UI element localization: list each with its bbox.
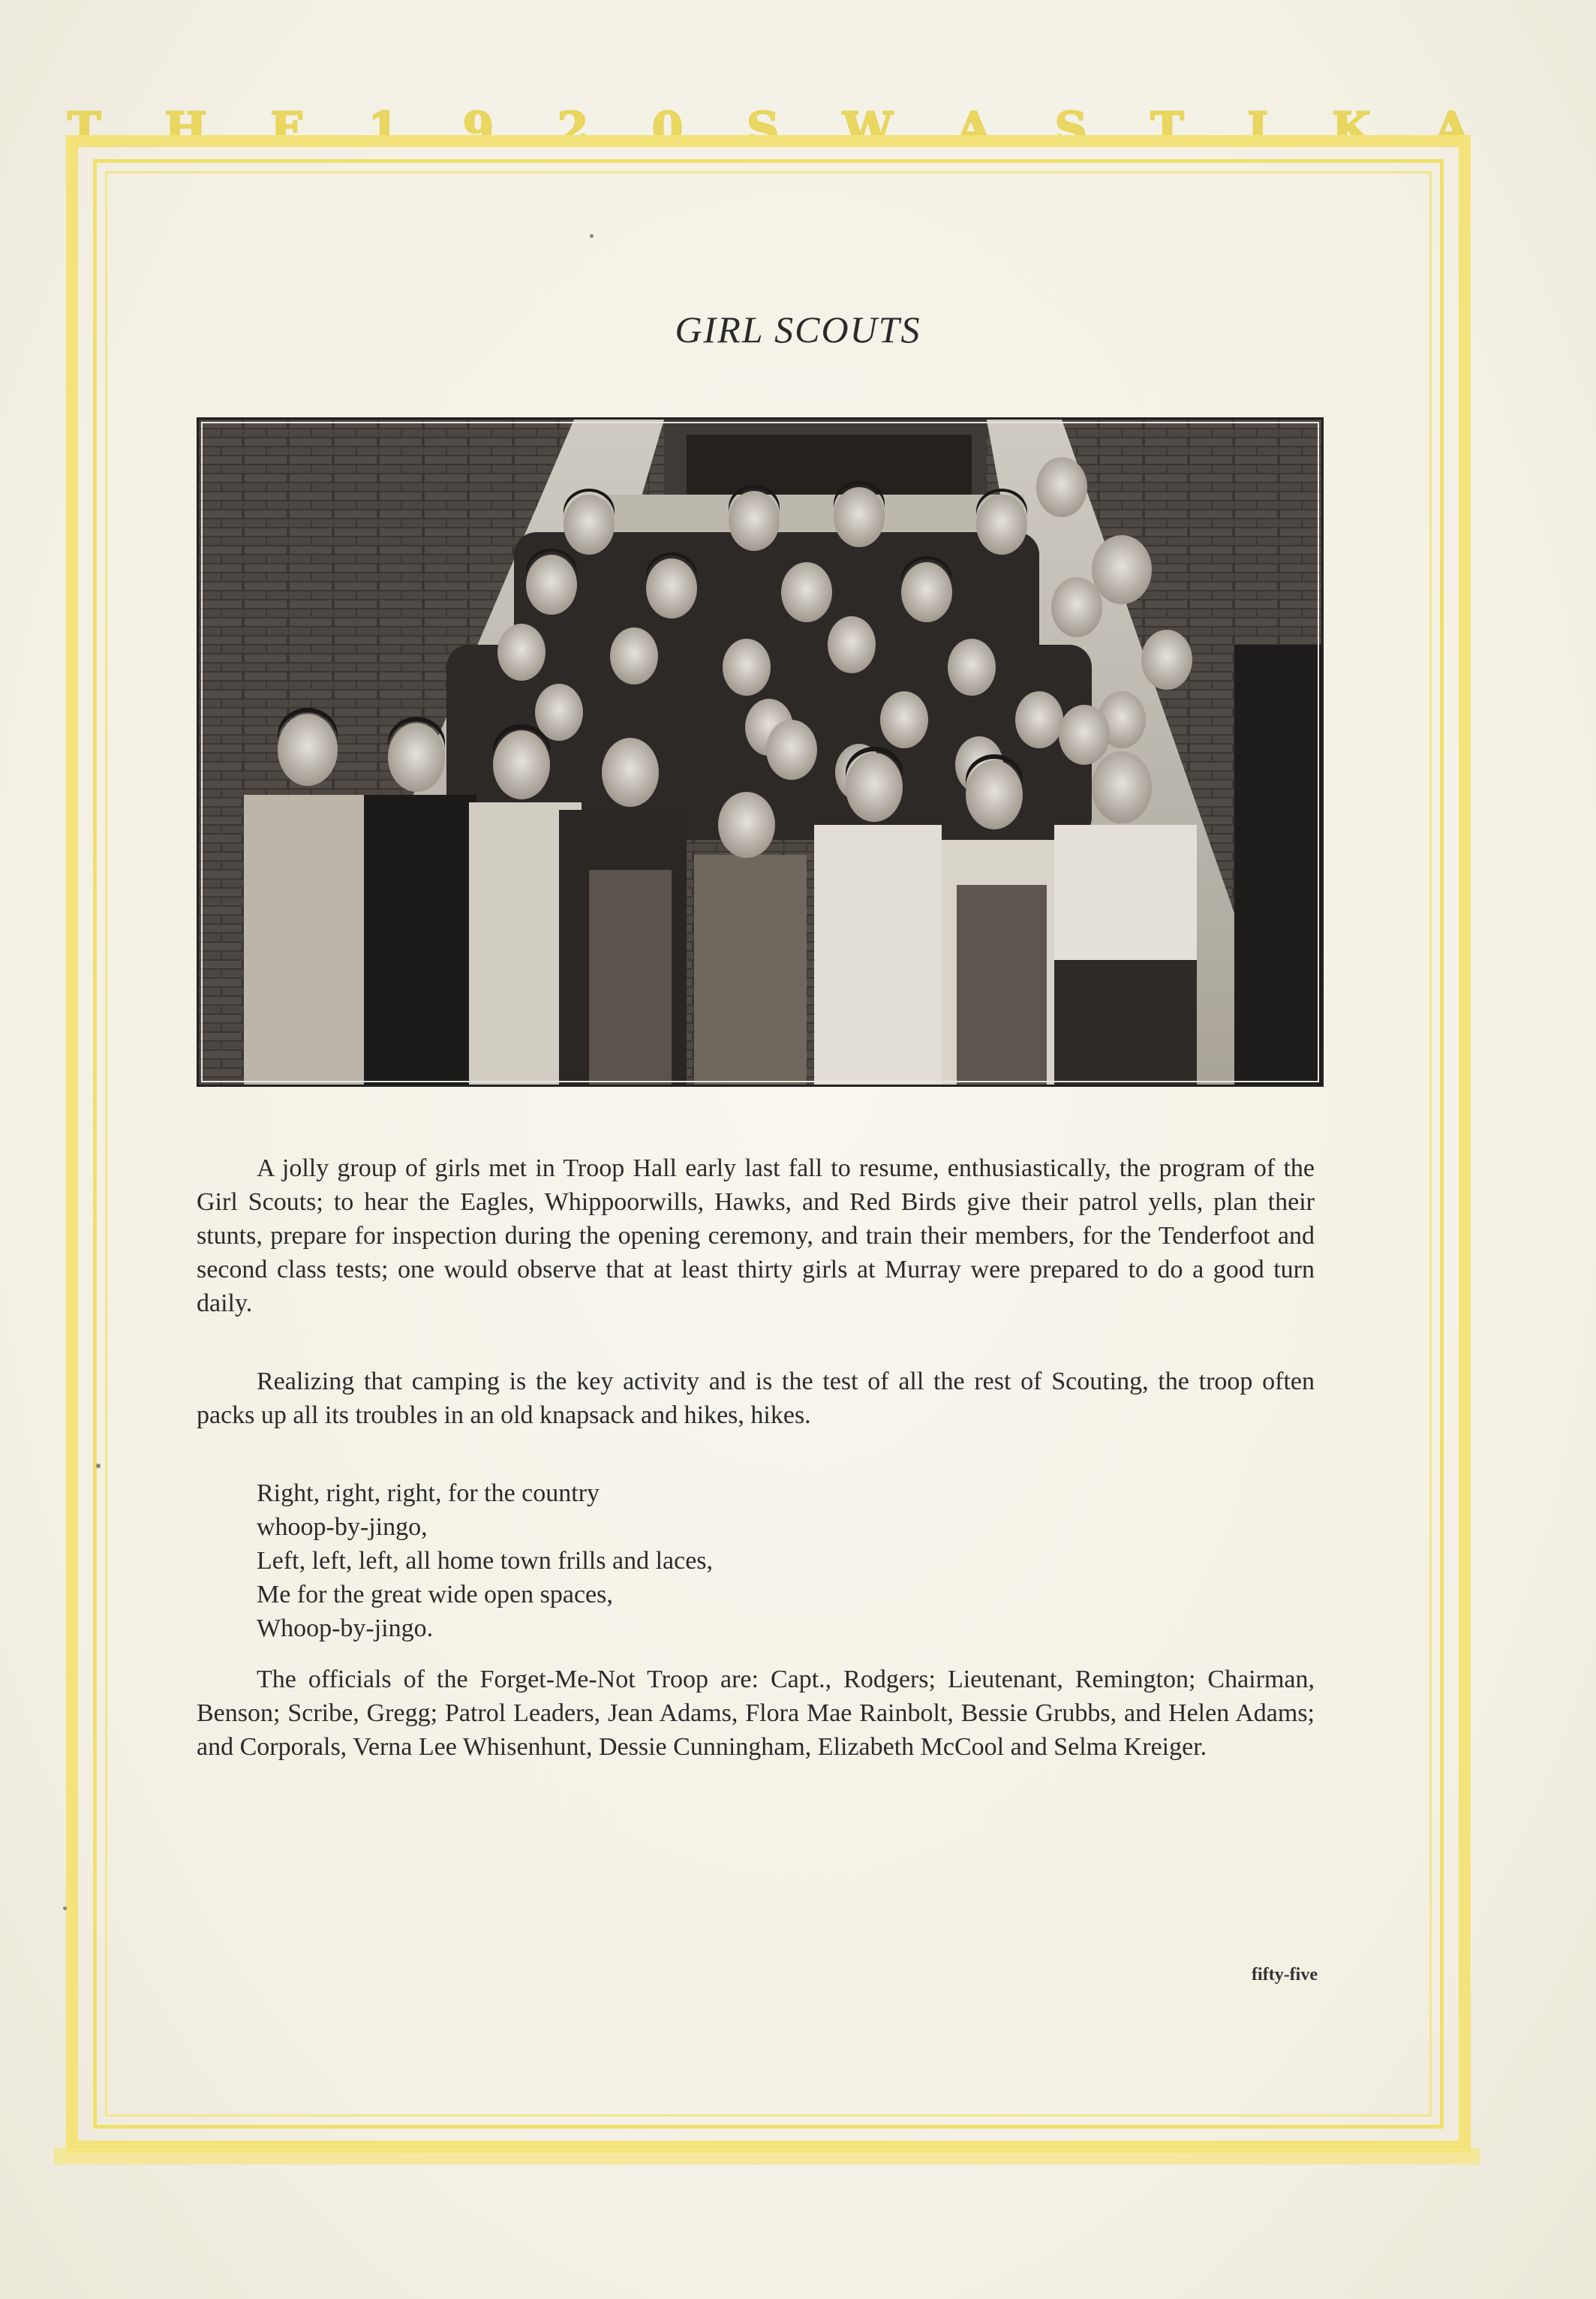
header-letter: T (68, 103, 103, 155)
page-border-bottom (54, 2148, 1480, 2165)
poem-line: whoop-by-jingo, (257, 1513, 428, 1541)
paragraph-officials: The officials of the Forget-Me-Not Troop are: Capt., Rodgers; Lieutenant, Remington; Chairman, Benson; Scribe, Gregg; Patrol Leaders, Jean Adams, Flora Mae Rainbolt, Bessie Grubbs, and Helen Adams; and Corporals, Verna Lee Whisenhunt, Dessie Cunningham, Elizabeth McCool and Selma Kreiger. (197, 1666, 1315, 1761)
paper-speck (590, 234, 594, 238)
poem (257, 1476, 713, 1645)
poem-line: Whoop-by-jingo. (257, 1614, 434, 1642)
poem-line: Right, right, right, for the country (257, 1479, 600, 1507)
header-letter: S (746, 103, 781, 155)
paragraph-intro: A jolly group of girls met in Troop Hall early last fall to resume, enthusiastically, the program of the Girl Scouts; to hear the Eagles, Whippoorwills, Hawks, and Red Birds give their patrol yells, plan their stunts, prepare for inspection during the opening ceremony, and train their members, for the Tenderfoot and second class tests; one would observe that at least thirty girls at Murray were prepared to do a good turn daily. (197, 1154, 1315, 1317)
header-letter: 1 (368, 103, 401, 155)
header-letter: H (164, 103, 209, 155)
header-letter: A (1434, 103, 1471, 155)
header-letter: T (1150, 103, 1186, 155)
header-letter: E (270, 103, 306, 155)
header-letter: K (1331, 103, 1372, 155)
header-letter: W (842, 103, 895, 155)
paragraph-camping: Realizing that camping is the key activity and is the test of all the rest of Scouting, the troop often packs up all its troubles in an old knapsack and hikes, hikes. (197, 1368, 1315, 1429)
poem-line: Me for the great wide open spaces, (257, 1581, 613, 1608)
paper-speck (63, 1906, 67, 1910)
header-letter: 2 (557, 103, 591, 155)
header-letter: A (956, 103, 993, 155)
group-photo (197, 417, 1324, 1087)
page-number: fifty-five (1252, 1965, 1318, 1985)
header-letter: S (1054, 103, 1089, 155)
group-photo-icon (199, 420, 1321, 1085)
header-letter: 0 (651, 103, 685, 155)
header-letter: 9 (462, 103, 496, 155)
header-letter: I (1247, 103, 1270, 155)
poem-line: Left, left, left, all home town frills and laces, (257, 1547, 714, 1575)
paper-speck (96, 1464, 101, 1468)
page-title: GIRL SCOUTS (675, 308, 921, 351)
